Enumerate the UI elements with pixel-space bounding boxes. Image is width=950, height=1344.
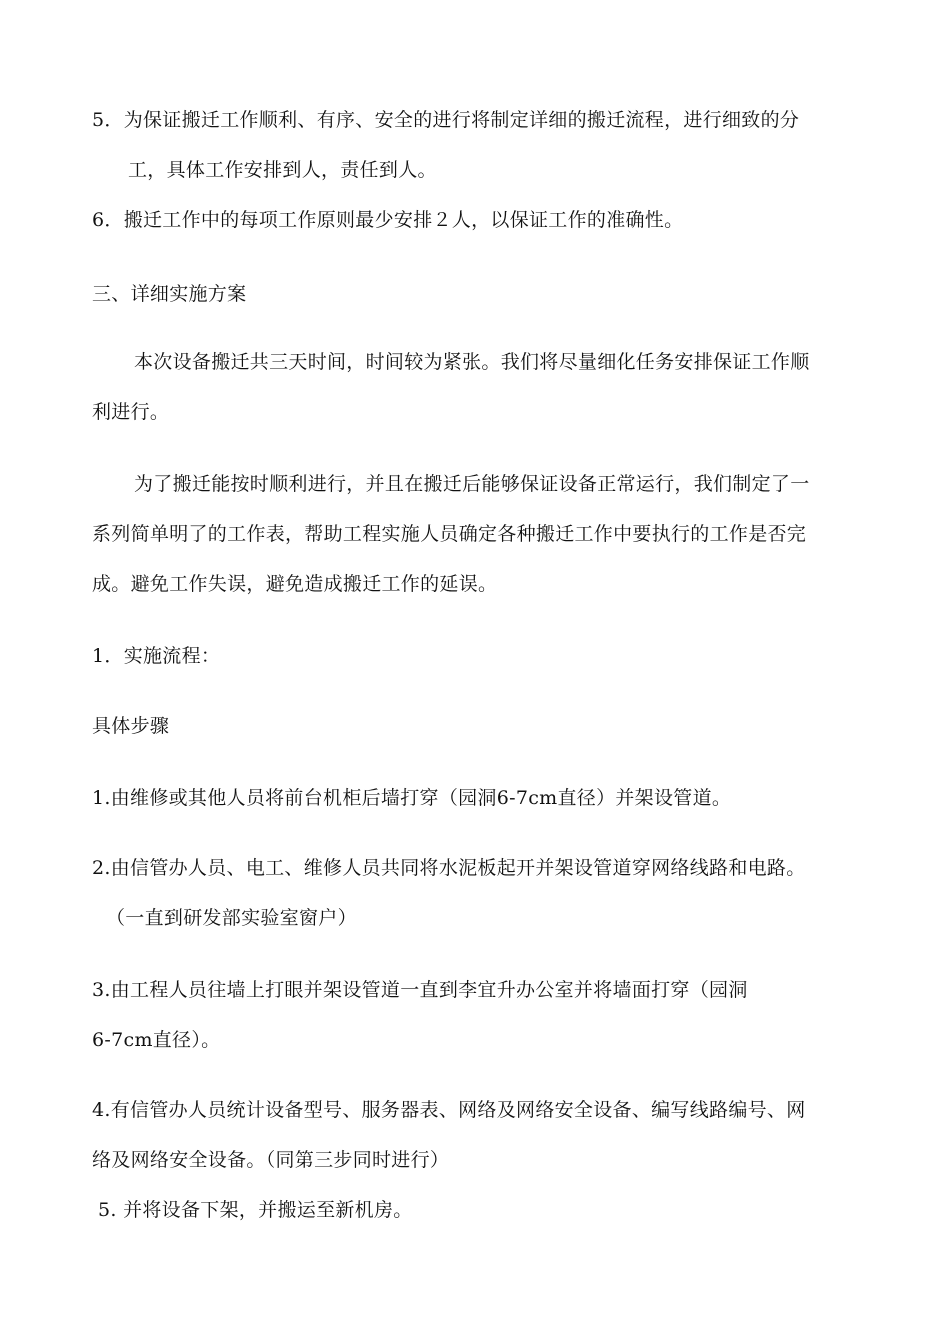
worksheet-paragraph-line-3: 成。避免工作失误，避免造成搬迁工作的延误。 — [92, 573, 498, 595]
step-4-continued: 络及网络安全设备。（同第三步同时进行） — [92, 1149, 450, 1171]
subsection-heading: 1．实施流程： — [92, 645, 221, 667]
step-1: 1.由维修或其他人员将前台机柜后墙打穿（园洞6-7cm直径）并架设管道。 — [92, 787, 732, 809]
step-2: 2.由信管办人员、电工、维修人员共同将水泥板起开并架设管道穿网络线路和电路。 — [92, 857, 806, 879]
paragraph-item-5: 5．为保证搬迁工作顺利、有序、安全的进行将制定详细的搬迁流程，进行细致的分 — [92, 109, 800, 131]
intro-paragraph-line-1: 本次设备搬迁共三天时间，时间较为紧张。我们将尽量细化任务安排保证工作顺 — [134, 351, 810, 373]
paragraph-item-5-continued: 工，具体工作安排到人，责任到人。 — [128, 159, 437, 181]
step-5: 5. 并将设备下架，并搬运至新机房。 — [98, 1199, 413, 1221]
section-heading: 三、详细实施方案 — [92, 283, 247, 305]
worksheet-paragraph-line-2: 系列简单明了的工作表，帮助工程实施人员确定各种搬迁工作中要执行的工作是否完 — [92, 523, 807, 545]
steps-heading: 具体步骤 — [92, 715, 170, 737]
step-3: 3.由工程人员往墙上打眼并架设管道一直到李宜升办公室并将墙面打穿（园洞 — [92, 979, 748, 1001]
step-2-note: （一直到研发部实验室窗户） — [106, 907, 357, 929]
intro-paragraph-line-2: 利进行。 — [92, 401, 170, 423]
worksheet-paragraph-line-1: 为了搬迁能按时顺利进行，并且在搬迁后能够保证设备正常运行，我们制定了一 — [134, 473, 810, 495]
paragraph-item-6: 6．搬迁工作中的每项工作原则最少安排２人，以保证工作的准确性。 — [92, 209, 684, 231]
step-4: 4.有信管办人员统计设备型号、服务器表、网络及网络安全设备、编写线路编号、网 — [92, 1099, 806, 1121]
step-3-continued: 6-7cm直径）。 — [92, 1029, 221, 1051]
